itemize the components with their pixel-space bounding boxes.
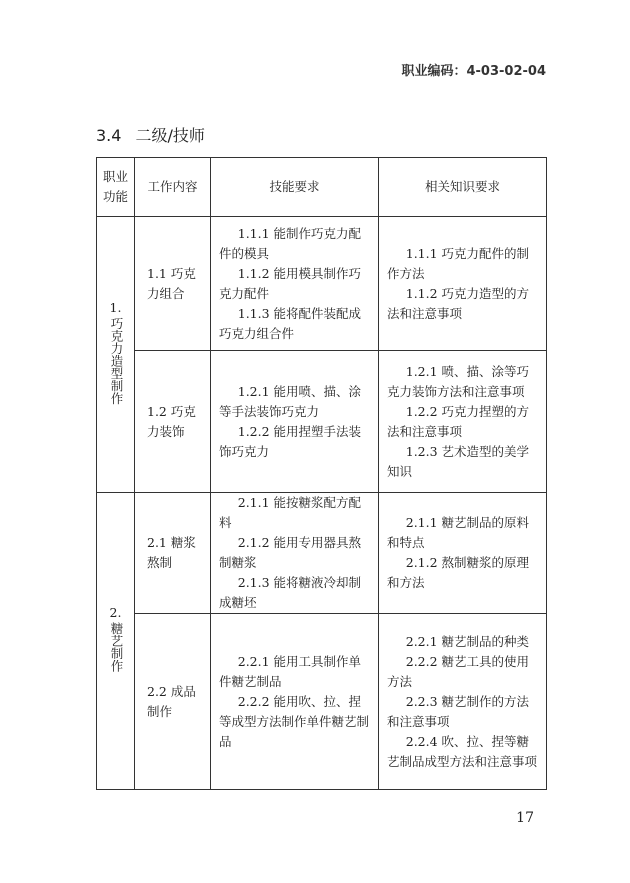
page-number: 17 [516,810,534,826]
knowledge-requirements [379,493,547,614]
knowledge-requirements [379,217,547,351]
skill-requirements [211,493,379,614]
knowledge-item: 1.1.1 巧克力配件的制作方法 [387,245,530,281]
skill-item: 1.1.1 能制作巧克力配件的模具 [219,225,362,261]
function-number: 2. [109,605,122,620]
table-row [97,351,547,493]
work-content: 1.2 巧克力装饰 [135,351,211,493]
column-header: 工作内容 [135,158,211,217]
knowledge-item: 1.2.1 喷、描、涂等巧克力装饰方法和注意事项 [387,363,530,399]
knowledge-requirements [379,351,547,493]
knowledge-item: 1.2.2 巧克力捏塑的方法和注意事项 [387,403,530,439]
skill-requirements [211,217,379,351]
section-heading [96,123,205,146]
skill-item: 1.1.3 能将配件装配成巧克力组合件 [219,305,362,341]
knowledge-requirements [379,614,547,790]
knowledge-item: 2.2.2 糖艺工具的使用方法 [387,653,530,689]
work-content: 2.1 糖浆熬制 [135,493,211,614]
knowledge-item: 2.1.1 糖艺制品的原料和特点 [387,515,530,550]
skill-item: 1.1.2 能用模具制作巧克力配件 [219,265,362,301]
knowledge-item: 1.1.2 巧克力造型的方法和注意事项 [387,285,530,321]
function-name: 巧克力造型制作 [109,316,124,405]
table-row [97,493,547,614]
knowledge-item: 2.2.3 糖艺制作的方法和注意事项 [387,693,530,729]
function-cell [97,493,135,790]
function-cell [97,217,135,493]
column-header: 技能要求 [211,158,379,217]
skill-requirements [211,614,379,790]
section-title: 二级/技师 [135,126,205,145]
skill-requirements-table [96,157,547,790]
skill-item: 2.2.2 能用吹、拉、捏等成型方法制作单件糖艺制品 [219,693,370,749]
function-number: 1. [109,299,122,315]
knowledge-item: 1.2.3 艺术造型的美学知识 [387,443,530,479]
work-content: 1.1 巧克力组合 [135,217,211,351]
table-header-row [97,158,547,217]
work-content: 2.2 成品制作 [135,614,211,790]
skill-item: 2.2.1 能用工具制作单件糖艺制品 [219,653,362,689]
column-header: 职业功能 [97,158,135,217]
knowledge-item: 2.1.2 熬制糖浆的原理和方法 [387,555,530,590]
section-number: 3.4 [96,126,122,145]
table-row [97,217,547,351]
skill-item: 2.1.2 能用专用器具熬制糖浆 [219,535,362,570]
skill-item: 2.1.3 能将糖液冷却制成糖坯 [219,575,362,610]
column-header: 相关知识要求 [379,158,547,217]
knowledge-item: 2.2.4 吹、拉、捏等糖艺制品成型方法和注意事项 [387,733,538,769]
occupation-code: 职业编码：4-03-02-04 [401,64,546,79]
knowledge-item: 2.2.1 糖艺制品的种类 [405,633,530,649]
skill-requirements [211,351,379,493]
skill-item: 1.2.2 能用捏塑手法装饰巧克力 [219,423,362,459]
skill-item: 1.2.1 能用喷、描、涂等手法装饰巧克力 [219,383,362,419]
table-row [97,614,547,790]
function-name: 糖艺制作 [109,622,124,672]
skill-item: 2.1.1 能按糖浆配方配料 [219,495,362,530]
